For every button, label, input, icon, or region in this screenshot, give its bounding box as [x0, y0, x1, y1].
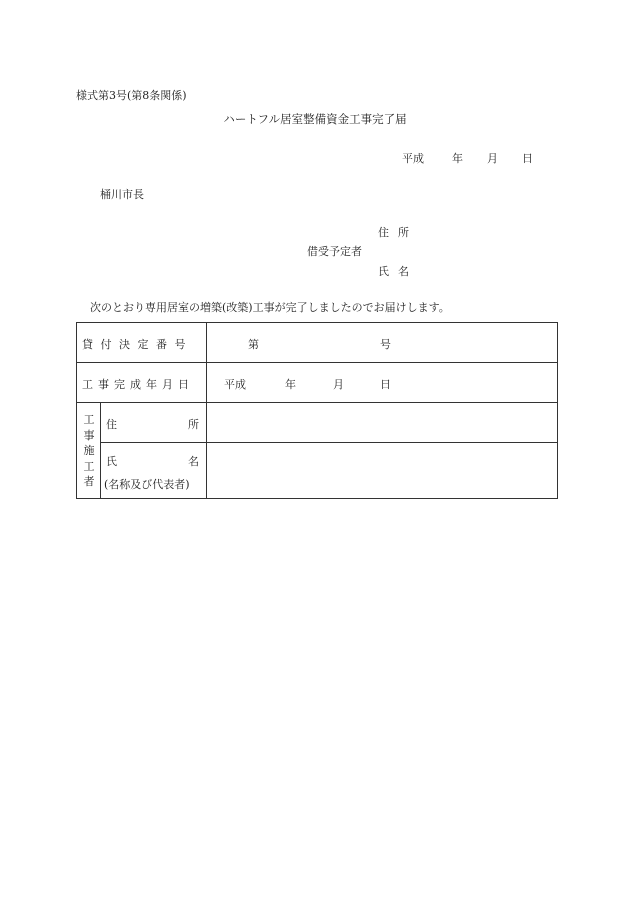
completion-date-era: 平成 — [224, 378, 246, 391]
contractor-name-note: (名称及び代表者) — [104, 478, 190, 491]
date-era: 平成 — [402, 152, 424, 165]
addressee: 桶川市長 — [100, 188, 144, 201]
contractor-label-char: 工 — [83, 459, 95, 473]
completion-date-month: 月 — [333, 378, 344, 391]
applicant-name-label — [378, 263, 418, 279]
contractor-label-char: 事 — [83, 428, 95, 442]
date-month: 月 — [487, 152, 498, 165]
contractor-label — [82, 412, 96, 490]
loan-number-prefix: 第 — [248, 338, 259, 351]
table-divider — [206, 322, 207, 499]
table-border-top — [76, 322, 558, 323]
statement: 次のとおり専用居室の増築(改築)工事が完了しましたのでお届けします。 — [90, 301, 450, 314]
applicant-address-label-2: 所 — [398, 226, 409, 239]
applicant-address-label — [378, 224, 418, 240]
contractor-address-label-1: 住 — [106, 418, 117, 431]
applicant-role: 借受予定者 — [307, 245, 362, 258]
date-year: 年 — [452, 152, 463, 165]
page-title: ハートフル居室整備資金工事完了届 — [223, 112, 407, 126]
loan-number-suffix: 号 — [380, 338, 391, 351]
applicant-name-label-1: 氏 — [378, 265, 389, 278]
date-day: 日 — [522, 152, 533, 165]
contractor-label-char: 者 — [83, 475, 95, 488]
table-divider — [100, 442, 558, 443]
completion-date-year: 年 — [285, 378, 296, 391]
contractor-address-label-2: 所 — [188, 418, 199, 431]
completion-date-day: 日 — [380, 378, 391, 391]
table-divider — [76, 362, 558, 363]
contractor-label-char: 施 — [83, 444, 95, 457]
applicant-address-label-1: 住 — [378, 226, 389, 239]
contractor-name-label-1: 氏 — [106, 455, 117, 468]
table-border-left — [76, 322, 77, 499]
applicant-name-label-2: 名 — [398, 265, 409, 278]
table-border-bottom — [76, 498, 558, 499]
table-divider — [76, 402, 558, 403]
table-divider — [100, 402, 101, 499]
table-border-right — [557, 322, 558, 499]
form-number: 様式第3号(第8条関係) — [76, 89, 187, 102]
contractor-name-label-2: 名 — [188, 455, 199, 468]
loan-number-label: 貸付決定番号 — [82, 338, 193, 351]
contractor-label-char: 工 — [83, 413, 95, 426]
completion-date-label: 工事完成年月日 — [82, 378, 194, 391]
